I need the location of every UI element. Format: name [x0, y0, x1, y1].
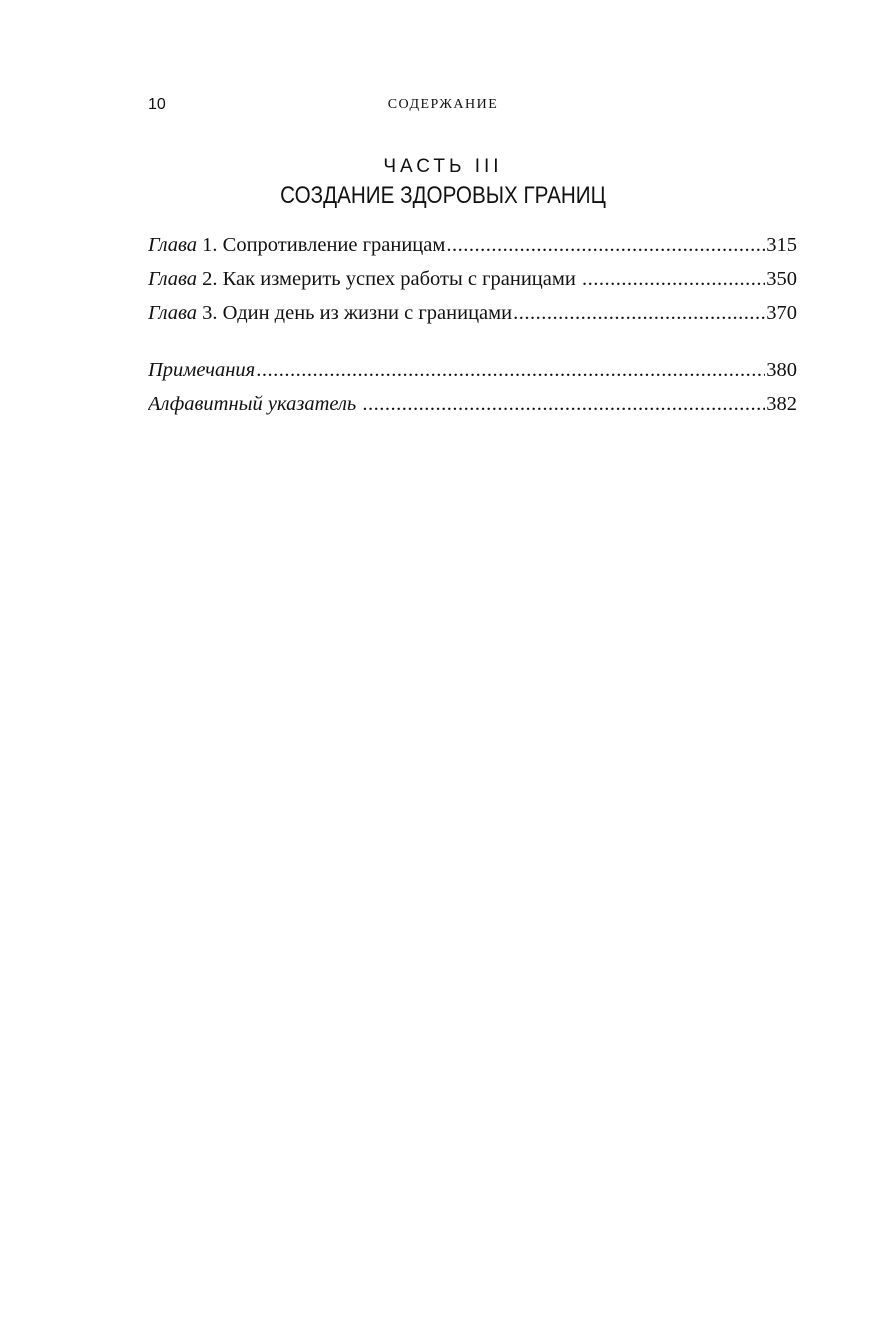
toc-entry-label: 1. Сопротивление границам: [197, 234, 446, 256]
toc-entry-page: 315: [766, 234, 797, 256]
toc-entry-page: 350: [766, 268, 797, 290]
toc-entry-title: Алфавитный указатель: [148, 393, 362, 415]
toc-leader-dots: [446, 228, 765, 262]
toc-entry-title: [148, 228, 445, 262]
toc-entry-prefix: Глава: [148, 302, 198, 324]
toc-entry-page: 370: [766, 302, 797, 324]
toc-entry-page: 380: [766, 359, 797, 381]
table-of-contents: [148, 228, 797, 421]
toc-entry-index: [148, 387, 797, 421]
part-title: СОЗДАНИЕ ЗДОРОВЫХ ГРАНИЦ: [280, 182, 606, 209]
running-head: СОДЕРЖАНИЕ: [387, 97, 499, 112]
toc-entry-chapter-3: [148, 296, 797, 330]
toc-entry-prefix: Глава: [148, 268, 198, 290]
toc-spacer: [148, 330, 797, 353]
toc-entry-title: [148, 296, 512, 330]
toc-entry-page: 382: [766, 393, 797, 415]
part-label: ЧАСТЬ III: [383, 156, 503, 177]
toc-leader-dots: [582, 262, 765, 296]
toc-entry-prefix: Глава: [148, 234, 198, 256]
toc-leader-dots: [256, 353, 765, 387]
toc-entry-notes: [148, 353, 797, 387]
page-number: 10: [148, 96, 166, 113]
toc-entry-label: 2. Как измерить успех работы с границами: [197, 268, 581, 290]
toc-leader-dots: [362, 387, 765, 421]
toc-entry-chapter-2: [148, 262, 797, 296]
toc-entry-title: Примечания: [148, 359, 256, 381]
toc-leader-dots: [513, 296, 765, 330]
toc-entry-chapter-1: [148, 228, 797, 262]
toc-entry-title: [148, 262, 581, 296]
toc-entry-label: 3. Один день из жизни с границами: [197, 302, 513, 324]
